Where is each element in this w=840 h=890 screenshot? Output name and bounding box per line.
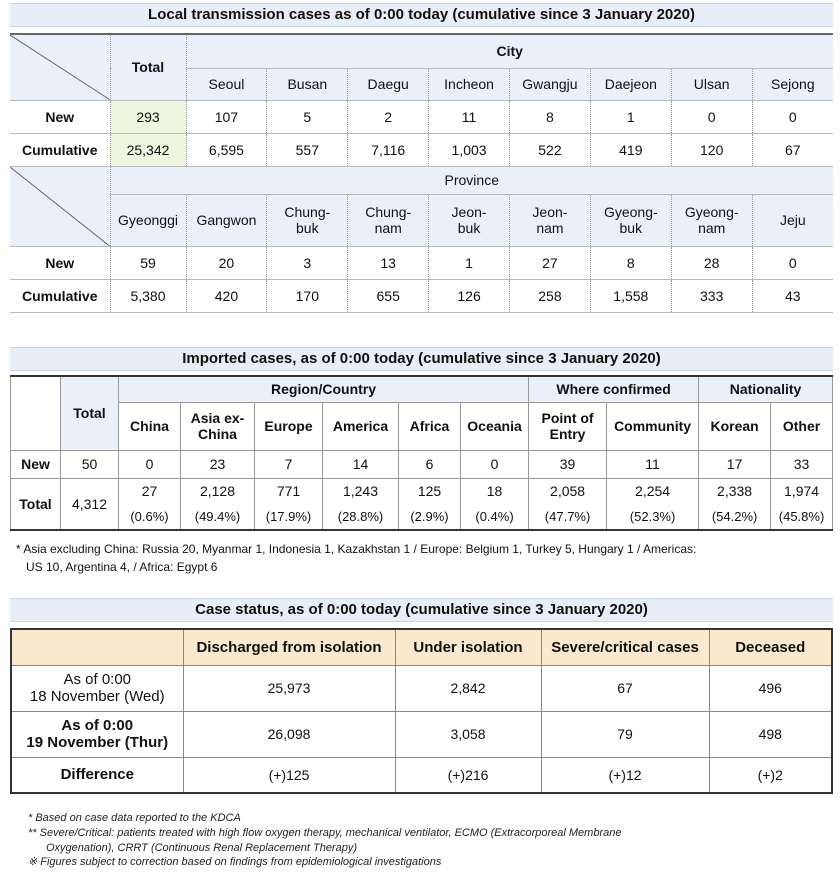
province-new-value: 13 xyxy=(348,246,429,279)
province-name: Chung-buk xyxy=(267,194,348,246)
imported-title: Imported cases, as of 0:00 today (cumulative since 3 January 2020) xyxy=(10,347,833,371)
local-corner-cell xyxy=(10,34,110,100)
imported-col-name: Korean xyxy=(699,402,771,450)
province-cum-value: 126 xyxy=(429,279,510,312)
difference-value: (+)125 xyxy=(183,757,395,793)
city-new-value: 107 xyxy=(186,100,267,133)
city-cum-value: 7,116 xyxy=(348,133,429,166)
imported-pct-value: (2.9%) xyxy=(399,504,461,530)
city-name: Daejeon xyxy=(590,68,671,100)
difference-value: (+)216 xyxy=(395,757,541,793)
footnote-3: ※ Figures subject to correction based on findings from epidemiological investigations xyxy=(28,856,442,868)
city-cum-value: 557 xyxy=(267,133,348,166)
imported-col-name: Point of Entry xyxy=(529,402,607,450)
city-new-value: 11 xyxy=(429,100,510,133)
city-name: Seoul xyxy=(186,68,267,100)
city-cum-value: 67 xyxy=(752,133,833,166)
status-value: 498 xyxy=(709,711,832,757)
imported-new-value: 39 xyxy=(529,450,607,478)
province-cum-value: 333 xyxy=(671,279,752,312)
footnote-2a: ** Severe/Critical: patients treated with high flow oxygen therapy, mechanical ventilator, ECMO (Extracorporeal Membrane xyxy=(28,827,622,839)
status-table xyxy=(10,628,833,794)
imported-col-name: China xyxy=(119,402,181,450)
status-value: 25,973 xyxy=(183,665,395,711)
imported-total-value: 771 xyxy=(255,478,323,504)
status-value: 3,058 xyxy=(395,711,541,757)
total-cumulative-value: 25,342 xyxy=(110,133,186,166)
local-title: Local transmission cases as of 0:00 today (cumulative since 3 January 2020) xyxy=(10,3,833,27)
province-new-value: 1 xyxy=(429,246,510,279)
city-cum-value: 419 xyxy=(590,133,671,166)
imported-note-line1: * Asia excluding China: Russia 20, Myanmar 1, Indonesia 1, Kazakhstan 1 / Europe: Belgium 1, Turkey 5, Hungary 1 / Americas: xyxy=(16,542,697,556)
region-country-header: Region/Country xyxy=(119,376,529,402)
difference-value: (+)2 xyxy=(709,757,832,793)
imported-new-value: 6 xyxy=(399,450,461,478)
imported-col-name: Community xyxy=(607,402,699,450)
province-name: Jeon-nam xyxy=(510,194,591,246)
province-cum-value: 43 xyxy=(752,279,833,312)
city-new-value: 5 xyxy=(267,100,348,133)
province-new-value: 27 xyxy=(510,246,591,279)
imported-new-value: 14 xyxy=(323,450,399,478)
province-cum-value: 1,558 xyxy=(590,279,671,312)
local-total-header: Total xyxy=(110,34,186,100)
row-label-cumulative: Cumulative xyxy=(10,133,110,166)
imported-pct-value: (0.6%) xyxy=(119,504,181,530)
imported-pct-value: (0.4%) xyxy=(461,504,529,530)
status-header: Under isolation xyxy=(395,629,541,665)
province-name: Jeju xyxy=(752,194,833,246)
imported-col-name: Other xyxy=(771,402,833,450)
imported-row-new-label: New xyxy=(11,450,61,478)
province-new-value: 0 xyxy=(752,246,833,279)
local-transmission-section xyxy=(10,3,833,313)
status-row-label xyxy=(11,711,183,757)
province-new-value: 8 xyxy=(590,246,671,279)
city-name: Incheon xyxy=(429,68,510,100)
imported-total-value: 2,254 xyxy=(607,478,699,504)
province-header: Province xyxy=(110,166,833,194)
province-corner-cell xyxy=(10,166,110,246)
imported-new-value: 7 xyxy=(255,450,323,478)
status-corner-cell xyxy=(11,629,183,665)
imported-col-name: Asia ex-China xyxy=(181,402,255,450)
nationality-header: Nationality xyxy=(699,376,833,402)
imported-total-total: 4,312 xyxy=(61,478,119,530)
imported-new-value: 0 xyxy=(119,450,181,478)
footnote-2b: Oxygenation), CRRT (Continuous Renal Replacement Therapy) xyxy=(46,842,357,854)
city-new-value: 0 xyxy=(752,100,833,133)
status-header: Discharged from isolation xyxy=(183,629,395,665)
imported-total-value: 125 xyxy=(399,478,461,504)
imported-cases-section xyxy=(10,347,833,531)
city-name: Sejong xyxy=(752,68,833,100)
province-new-value: 3 xyxy=(267,246,348,279)
where-confirmed-header: Where confirmed xyxy=(529,376,699,402)
status-header: Deceased xyxy=(709,629,832,665)
difference-label: Difference xyxy=(11,757,183,793)
city-name: Daegu xyxy=(348,68,429,100)
imported-col-name: America xyxy=(323,402,399,450)
imported-table xyxy=(10,375,833,531)
total-new-value: 293 xyxy=(110,100,186,133)
city-header: City xyxy=(186,34,833,68)
row-label-new: New xyxy=(10,100,110,133)
imported-new-value: 17 xyxy=(699,450,771,478)
status-value: 496 xyxy=(709,665,832,711)
imported-pct-value: (54.2%) xyxy=(699,504,771,530)
city-name: Busan xyxy=(267,68,348,100)
imported-total-value: 1,974 xyxy=(771,478,833,504)
city-new-value: 2 xyxy=(348,100,429,133)
city-cum-value: 522 xyxy=(510,133,591,166)
case-status-section xyxy=(10,598,833,794)
imported-total-value: 2,338 xyxy=(699,478,771,504)
province-name: Gyeonggi xyxy=(110,194,186,246)
status-row-label-line1: As of 0:00 xyxy=(61,717,134,734)
province-new-value: 28 xyxy=(671,246,752,279)
imported-col-name: Europe xyxy=(255,402,323,450)
imported-new-value: 33 xyxy=(771,450,833,478)
province-name: Gangwon xyxy=(186,194,267,246)
row-label-new: New xyxy=(10,246,110,279)
status-header: Severe/critical cases xyxy=(541,629,709,665)
province-new-value: 59 xyxy=(110,246,186,279)
imported-pct-value: (45.8%) xyxy=(771,504,833,530)
imported-total-header: Total xyxy=(61,376,119,450)
city-cum-value: 1,003 xyxy=(429,133,510,166)
province-name: Gyeong-nam xyxy=(671,194,752,246)
city-new-value: 1 xyxy=(590,100,671,133)
province-cum-value: 420 xyxy=(186,279,267,312)
imported-pct-value: (47.7%) xyxy=(529,504,607,530)
status-row-label xyxy=(11,665,183,711)
local-table xyxy=(10,33,833,313)
province-cum-value: 655 xyxy=(348,279,429,312)
imported-col-name: Africa xyxy=(399,402,461,450)
imported-pct-value: (17.9%) xyxy=(255,504,323,530)
imported-total-new: 50 xyxy=(61,450,119,478)
status-value: 2,842 xyxy=(395,665,541,711)
imported-row-total-label: Total xyxy=(11,478,61,530)
province-name: Jeon-buk xyxy=(429,194,510,246)
city-new-value: 8 xyxy=(510,100,591,133)
imported-corner-cell xyxy=(11,376,61,450)
province-cum-value: 5,380 xyxy=(110,279,186,312)
imported-col-name: Oceania xyxy=(461,402,529,450)
difference-value: (+)12 xyxy=(541,757,709,793)
province-new-value: 20 xyxy=(186,246,267,279)
status-value: 67 xyxy=(541,665,709,711)
status-row-label-line2: 18 November (Wed) xyxy=(29,688,165,705)
imported-note-line2: US 10, Argentina 4, / Africa: Egypt 6 xyxy=(26,560,218,574)
imported-total-value: 18 xyxy=(461,478,529,504)
status-title: Case status, as of 0:00 today (cumulative since 3 January 2020) xyxy=(10,598,833,622)
city-new-value: 0 xyxy=(671,100,752,133)
imported-total-value: 2,058 xyxy=(529,478,607,504)
imported-pct-value: (28.8%) xyxy=(323,504,399,530)
status-row-label-line1: As of 0:00 xyxy=(63,671,132,688)
status-value: 79 xyxy=(541,711,709,757)
imported-new-value: 23 xyxy=(181,450,255,478)
status-row-label-line2: 19 November (Thur) xyxy=(26,734,169,751)
city-name: Gwangju xyxy=(510,68,591,100)
city-name: Ulsan xyxy=(671,68,752,100)
footnote-1: * Based on case data reported to the KDCA xyxy=(28,812,241,824)
imported-total-value: 27 xyxy=(119,478,181,504)
city-cum-value: 120 xyxy=(671,133,752,166)
province-cum-value: 170 xyxy=(267,279,348,312)
imported-total-value: 1,243 xyxy=(323,478,399,504)
province-name: Chung-nam xyxy=(348,194,429,246)
imported-new-value: 0 xyxy=(461,450,529,478)
status-value: 26,098 xyxy=(183,711,395,757)
province-cum-value: 258 xyxy=(510,279,591,312)
imported-new-value: 11 xyxy=(607,450,699,478)
province-name: Gyeong-buk xyxy=(590,194,671,246)
city-cum-value: 6,595 xyxy=(186,133,267,166)
row-label-cumulative: Cumulative xyxy=(10,279,110,312)
imported-pct-value: (52.3%) xyxy=(607,504,699,530)
imported-total-value: 2,128 xyxy=(181,478,255,504)
imported-pct-value: (49.4%) xyxy=(181,504,255,530)
